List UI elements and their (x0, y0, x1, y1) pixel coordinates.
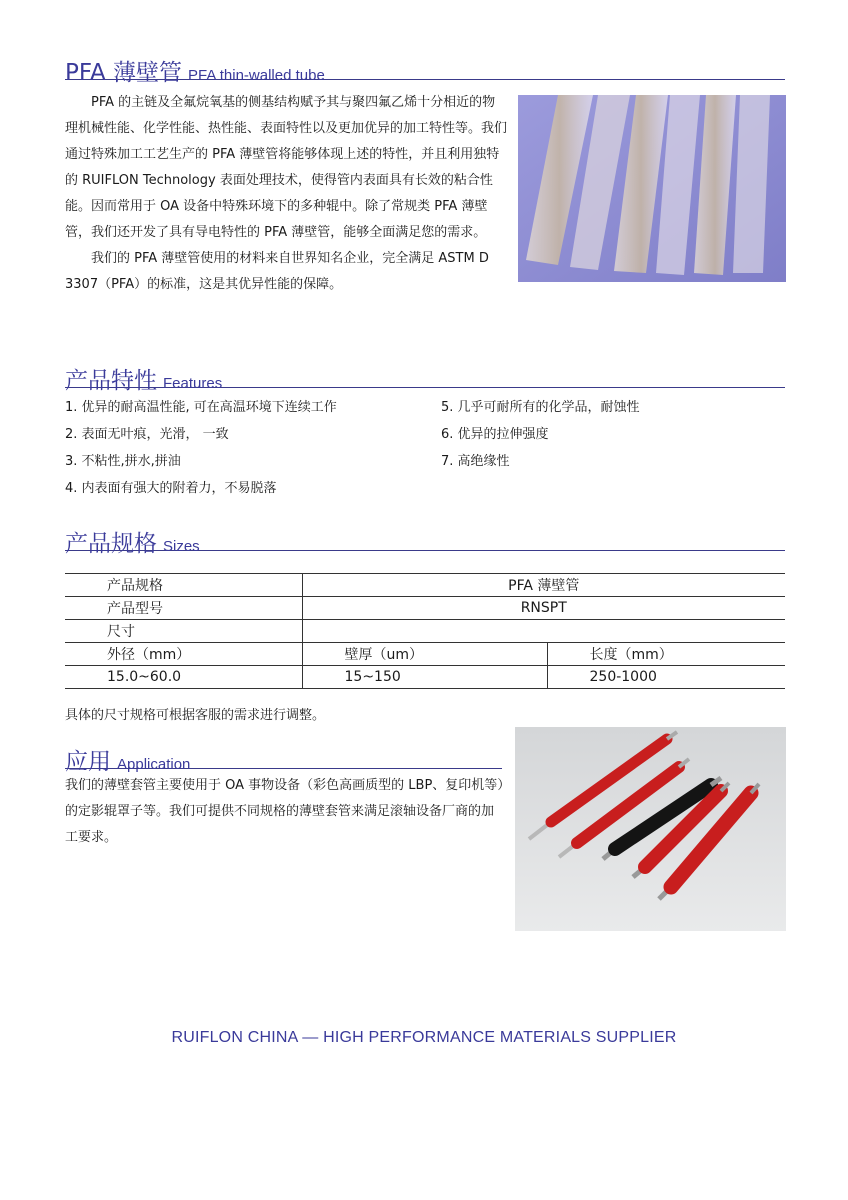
pfa-tube-strips-photo (518, 95, 786, 282)
application-text: 我们的薄壁套管主要使用于 OA 事物设备（彩色高画质型的 LBP、复印机等）的定影辊罩子等。我们可提供不同规格的薄壁套管来满足滚轴设备厂商的加工要求。 (65, 778, 504, 845)
table-cell: 15.0~60.0 (65, 666, 302, 689)
size-spec-table (65, 573, 785, 689)
row-value-empty (302, 620, 785, 643)
footer-tagline: RUIFLON CHINA — HIGH PERFORMANCE MATERIALS SUPPLIER (171, 1029, 677, 1046)
section-heading-application (65, 743, 502, 775)
table-cell: 250-1000 (547, 666, 785, 689)
feature-item: 7. 高绝缘性 (441, 454, 510, 469)
heading-zh: 产品规格 (65, 531, 157, 557)
feature-item: 6. 优异的拉伸强度 (441, 427, 549, 442)
intro-paragraph-1: PFA 的主链及全氟烷氧基的侧基结构赋予其与聚四氟乙烯十分相近的物理机械性能、化学性能、热性能、表面特性以及更加优异的加工特性等。我们通过特殊加工工艺生产的 PFA 薄壁管将能够体现上述的特性，并且利用独特的 RUIFLON Technology 表面处理技术，使得管内表面具有长效的粘合性能。因而常用于 OA 设备中特殊环境下的多种辊中。除了常规类 PFA 薄壁管，我们还开发了具有导电特性的 PFA 薄壁管，能够全面满足您的需求。 (65, 95, 508, 240)
feature-item: 5. 几乎可耐所有的化学品，耐蚀性 (441, 400, 640, 415)
section-heading-sizes (65, 525, 785, 557)
section-heading-intro (65, 54, 785, 86)
feature-item: 4. 内表面有强大的附着力，不易脱落 (65, 481, 277, 496)
table-row (65, 666, 785, 689)
feature-item: 3. 不粘性,拼水,拼油 (65, 454, 181, 469)
column-header: 壁厚（um） (302, 643, 547, 666)
heading-en: PFA thin-walled tube (188, 67, 325, 84)
features-left-list (65, 394, 337, 502)
row-label: 产品规格 (65, 574, 302, 597)
pfa-tube-strips-image (518, 95, 786, 282)
rollers-image (515, 727, 786, 931)
row-value: RNSPT (302, 597, 785, 620)
sizes-note: 具体的尺寸规格可根据客服的需求进行调整。 (65, 708, 326, 723)
heading-zh: 应用 (65, 749, 111, 775)
table-row (65, 574, 785, 597)
section-heading-features (65, 362, 785, 394)
row-label: 产品型号 (65, 597, 302, 620)
column-header: 外径（mm） (65, 643, 302, 666)
heading-en: Features (163, 375, 223, 392)
features-right-list (441, 394, 640, 475)
heading-zh: PFA 薄壁管 (65, 60, 183, 86)
heading-en: Sizes (163, 538, 200, 555)
intro-paragraph-2: 我们的 PFA 薄壁管使用的材料来自世界知名企业，完全满足 ASTM D 3307（PFA）的标准，这是其优异性能的保障。 (65, 251, 489, 292)
row-value: PFA 薄壁管 (302, 574, 785, 597)
feature-item: 1. 优异的耐高温性能, 可在高温环境下连续工作 (65, 400, 337, 415)
column-header: 长度（mm） (547, 643, 785, 666)
table-row (65, 597, 785, 620)
feature-item: 2. 表面无叶痕，光滑， 一致 (65, 427, 229, 442)
heading-en: Application (117, 756, 191, 773)
heading-zh: 产品特性 (65, 368, 157, 394)
rollers-photo (515, 727, 786, 931)
table-row (65, 643, 785, 666)
table-row (65, 620, 785, 643)
intro-text (65, 90, 507, 298)
table-cell: 15~150 (302, 666, 547, 689)
row-label: 尺寸 (65, 620, 302, 643)
